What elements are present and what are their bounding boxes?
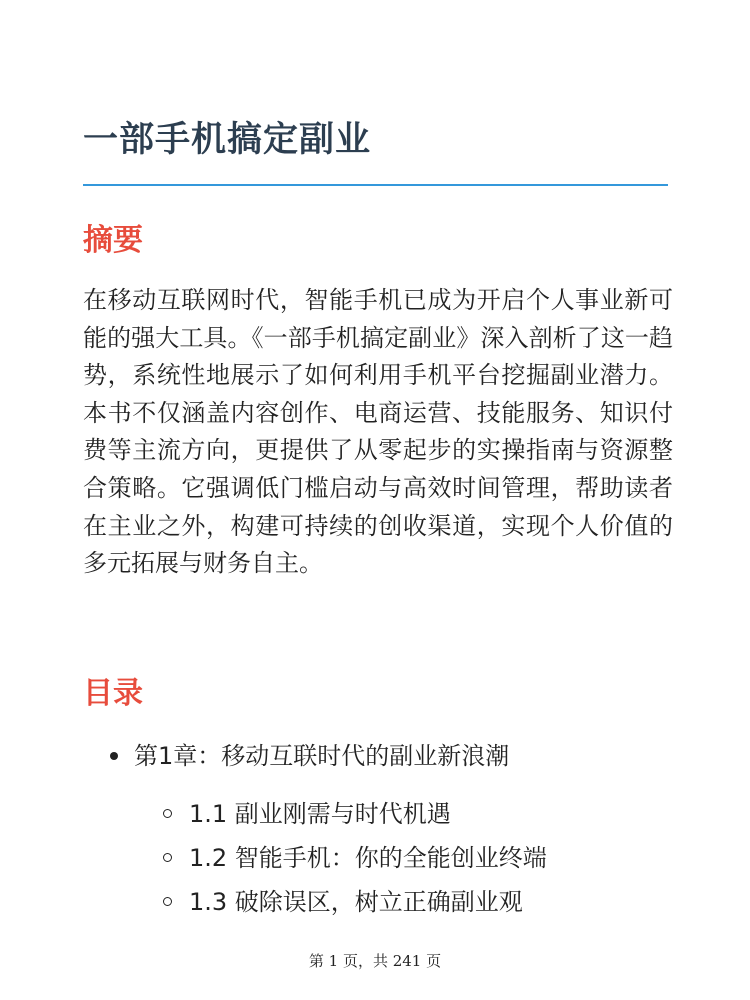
toc-section-label: 1.3 破除误区，树立正确副业观 [189,888,523,916]
toc-section-label: 1.2 智能手机：你的全能创业终端 [189,844,547,872]
filled-bullet-icon [110,752,118,760]
toc-heading: 目录 [83,676,143,711]
toc-section-label: 1.1 副业刚需与时代机遇 [189,800,451,828]
page-footer: 第 1 页，共 241 页 [308,952,442,970]
hollow-bullet-icon [163,897,172,906]
abstract-paragraph: 在移动互联网时代，智能手机已成为开启个人事业新可能的强大工具。《一部手机搞定副业》深入剖析了这一趋势，系统性地展示了如何利用手机平台挖掘副业潜力。本书不仅涵盖内容创作、电商运营、技能服务、知识付费等主流方向，更提供了从零起步的实操指南与资源整合策略。它强调低门槛启动与高效时间管理，帮助读者在主业之外，构建可持续的创收渠道，实现个人价值的多元拓展与财务自主。 [83,286,673,578]
toc-chapter-label: 第1章：移动互联时代的副业新浪潮 [134,742,510,770]
page-title: 一部手机搞定副业 [83,120,372,160]
hollow-bullet-icon [163,809,172,818]
abstract-heading: 摘要 [83,223,143,258]
hollow-bullet-icon [163,853,172,862]
title-divider [83,184,668,186]
